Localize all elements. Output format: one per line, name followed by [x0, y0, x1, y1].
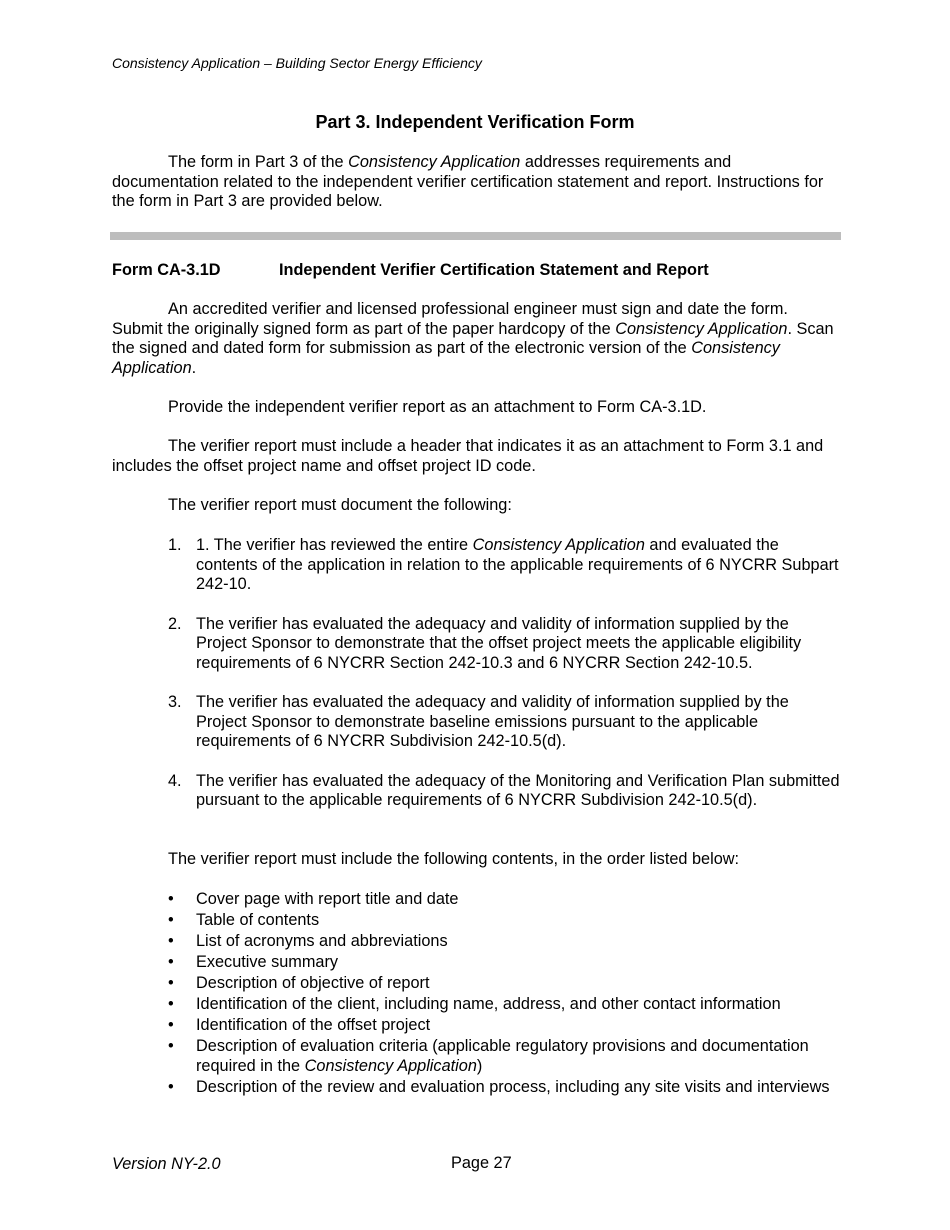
list-item-text: The verifier has evaluated the adequacy and validity of information supplied by the Project Sponsor to demonstrate baseline emissions pursuant to the applicable requirements of 6 NYCRR Subdivision 242-10.5(d).: [196, 693, 789, 751]
list-item: [168, 1037, 840, 1076]
bullet-icon: •: [168, 974, 174, 992]
part-title: Part 3. Independent Verification Form: [315, 112, 635, 132]
list-item-number: 2.: [168, 614, 182, 633]
signature-instructions: [112, 300, 840, 379]
list-item: [168, 911, 840, 931]
intro-text-1: The form in Part 3 of the: [168, 153, 349, 171]
intro-text-2: addresses requirements and documentation related to the independent verifier certification statement and report. Instructions for the form in Part 3 are provided below.: [112, 153, 824, 211]
list-item-text: Description of objective of report: [196, 974, 430, 992]
bullet-icon: •: [168, 1037, 174, 1055]
list-item: [168, 693, 840, 752]
list-item-text: Identification of the client, including name, address, and other contact information: [196, 995, 781, 1013]
list-item-text: The verifier has evaluated the adequacy and validity of information supplied by the Project Sponsor to demonstrate that the offset project meets the applicable eligibility requirements of 6 NYCRR Section 242-10.3 and 6 NYCRR Section 242-10.5.: [196, 614, 802, 672]
attachment-instructions: Provide the independent verifier report as an attachment to Form CA-3.1D.: [168, 398, 707, 416]
list-item: [168, 1078, 840, 1098]
running-header: Consistency Application – Building Sector Energy Efficiency: [112, 55, 482, 71]
bullet-icon: •: [168, 1077, 174, 1096]
p1-text-a: An accredited verifier and licensed professional engineer must sign and date the form. Submit the originally signed form as part of the paper hardcopy of the: [112, 300, 788, 338]
report-contents-intro: The verifier report must include the following contents, in the order listed below:: [168, 850, 740, 868]
header-requirement: The verifier report must include a header that indicates it as an attachment to Form 3.1 and includes the offset project name and offset project ID code.: [112, 437, 824, 475]
list-item: [168, 1016, 840, 1036]
list-item: [168, 890, 840, 910]
list-item-number: 4.: [168, 771, 182, 790]
bullet-icon: •: [168, 911, 174, 929]
p1-text-b: . Scan the signed and dated form for submission as part of the electronic version of the: [112, 319, 834, 358]
list-item: [168, 615, 840, 674]
part-intro: [112, 153, 840, 212]
list-item-text: The verifier has evaluated the adequacy of the Monitoring and Verification Plan submitted pursuant to the applicable requirements of 6 NYCRR Subdivision 242-10.5(d).: [196, 771, 840, 810]
form-heading: [112, 261, 709, 280]
p1-emphasis-2: Consistency Application: [112, 339, 780, 378]
list-item-text: Description of evaluation criteria (applicable regulatory provisions and documentation required in the: [196, 1037, 809, 1075]
verification-requirements-list: [168, 536, 840, 830]
list-item-number: 1.: [168, 536, 182, 554]
list-item: [168, 772, 840, 811]
page-number: Page 27: [451, 1154, 512, 1172]
list-item: [168, 995, 840, 1015]
list-item-text: Table of contents: [196, 911, 320, 929]
list-item-text: Identification of the offset project: [196, 1016, 431, 1034]
list-item-text: Description of the review and evaluation process, including any site visits and interviews: [196, 1077, 830, 1096]
report-contents-list: [168, 890, 840, 1099]
footer-version: Version NY-2.0: [112, 1155, 221, 1173]
list-item-number: 3.: [168, 693, 182, 711]
bullet-icon: •: [168, 995, 174, 1013]
list-item-text: 1. The verifier has reviewed the entire: [196, 536, 473, 554]
list-item-text: List of acronyms and abbreviations: [196, 932, 448, 950]
form-number: Form CA-3.1D: [112, 261, 221, 279]
bullet-icon: •: [168, 953, 174, 971]
list-item: [168, 953, 840, 973]
list-item-emphasis: Consistency Application: [472, 536, 645, 554]
intro-emphasis: Consistency Application: [348, 153, 521, 171]
list-item: [168, 536, 840, 595]
bullet-icon: •: [168, 1016, 174, 1034]
list-item: [168, 974, 840, 994]
document-requirement-intro: The verifier report must document the following:: [168, 496, 512, 514]
list-item-text: ): [476, 1056, 483, 1075]
p1-emphasis-1: Consistency Application: [615, 319, 788, 338]
bullet-icon: •: [168, 890, 174, 908]
p1-text-c: .: [191, 359, 197, 378]
form-title: Independent Verifier Certification Statement and Report: [279, 261, 709, 279]
list-item: [168, 932, 840, 952]
list-item-text: and evaluated the contents of the application in relation to the applicable requirements of 6 NYCRR Subpart 242-10.: [196, 536, 839, 594]
section-divider: [110, 232, 841, 240]
list-item-emphasis: Consistency Application: [304, 1056, 477, 1075]
bullet-icon: •: [168, 932, 174, 950]
list-item-text: Cover page with report title and date: [196, 890, 459, 908]
list-item-text: Executive summary: [196, 953, 339, 971]
